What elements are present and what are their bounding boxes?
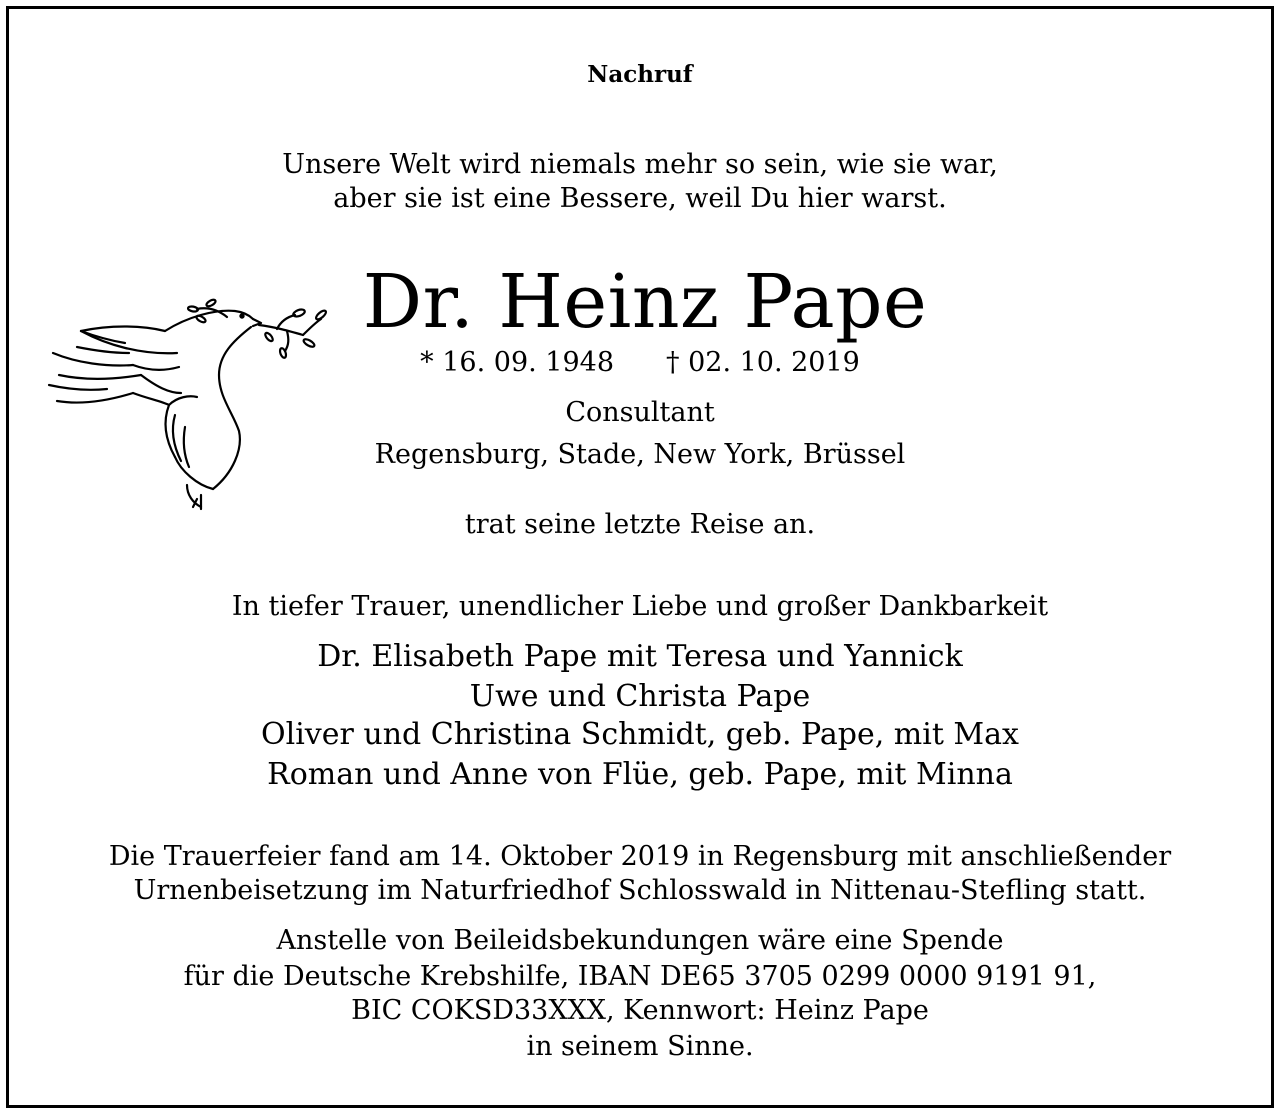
places: Regensburg, Stade, New York, Brüssel [374,439,906,470]
birth-date: * 16. 09. 1948 [420,347,614,378]
mourner-line: Roman und Anne von Flüe, geb. Pape, mit Minna [267,757,1013,792]
donation-line: BIC COKSD33XXX, Kennwort: Heinz Pape [351,995,929,1026]
obituary-notice [6,6,1274,1108]
mourner-line: Dr. Elisabeth Pape mit Teresa und Yannick [317,639,963,674]
motto-line-2: aber sie ist eine Bessere, weil Du hier warst. [333,183,947,214]
journey-line: trat seine letzte Reise an. [464,509,816,540]
ceremony-line-2: Urnenbeisetzung im Naturfriedhof Schlosswald in Nittenau-Stefling statt. [133,875,1147,906]
mourner-line: Uwe und Christa Pape [469,679,811,714]
notice-label: Nachruf [587,61,693,88]
donation-line: in seinem Sinne. [526,1031,754,1062]
ceremony-line-1: Die Trauerfeier fand am 14. Oktober 2019 in Regensburg mit anschließender [108,841,1172,872]
occupation: Consultant [565,397,715,428]
mourner-line: Oliver und Christina Schmidt, geb. Pape, mit Max [261,717,1019,752]
life-dates [9,347,1271,378]
motto-line-1: Unsere Welt wird niemals mehr so sein, wie sie war, [282,149,998,180]
donation-line: Anstelle von Beileidsbekundungen wäre eine Spende [276,925,1004,956]
deceased-name: Dr. Heinz Pape [362,259,928,345]
mourning-line: In tiefer Trauer, unendlicher Liebe und großer Dankbarkeit [231,591,1049,622]
donation-line: für die Deutsche Krebshilfe, IBAN DE65 3705 0299 0000 9191 91, [183,961,1097,992]
death-date: † 02. 10. 2019 [666,347,860,378]
